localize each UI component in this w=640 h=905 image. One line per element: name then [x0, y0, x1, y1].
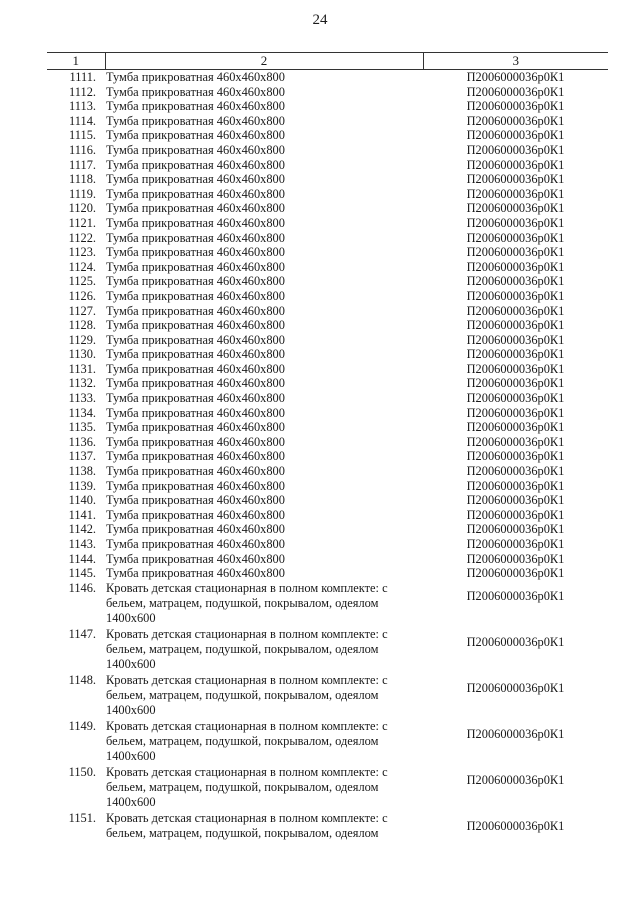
- item-name: Тумба прикроватная 460х460х800: [106, 361, 285, 376]
- table-row: [47, 508, 608, 523]
- item-name: Тумба прикроватная 460х460х800: [106, 434, 285, 449]
- table-row: [47, 289, 608, 304]
- item-name: Тумба прикроватная 460х460х800: [106, 70, 285, 84]
- item-code: П2006000036р0К1: [466, 493, 565, 508]
- item-code: П2006000036р0К1: [466, 507, 565, 522]
- item-name: Тумба прикроватная 460х460х800: [106, 332, 285, 347]
- item-name: Тумба прикроватная 460х460х800: [106, 493, 285, 508]
- item-name: Кровать детская стационарная в полном комплекте: с бельем, матрацем, подушкой, покрывалом, одеялом 1400х600: [106, 672, 388, 717]
- table-row: [47, 420, 608, 435]
- item-name: Тумба прикроватная 460х460х800: [106, 507, 285, 522]
- table-row: [47, 128, 608, 143]
- table-row: [47, 187, 608, 202]
- item-name: Тумба прикроватная 460х460х800: [106, 215, 285, 230]
- item-code: П2006000036р0К1: [466, 128, 565, 143]
- item-name: Тумба прикроватная 460х460х800: [106, 172, 285, 187]
- item-name: Тумба прикроватная 460х460х800: [106, 318, 285, 333]
- table-row: [47, 245, 608, 260]
- row-number: 1117.: [69, 157, 96, 172]
- column-header-name: 2: [105, 53, 423, 70]
- table-row: [47, 85, 608, 100]
- row-number: 1145.: [68, 566, 96, 581]
- item-name: Тумба прикроватная 460х460х800: [106, 405, 285, 420]
- item-name: Тумба прикроватная 460х460х800: [106, 230, 285, 245]
- row-number: 1132.: [68, 376, 96, 391]
- row-number: 1115.: [69, 128, 96, 143]
- item-name: Тумба прикроватная 460х460х800: [106, 303, 285, 318]
- row-number: 1135.: [68, 420, 96, 435]
- row-number: 1125.: [68, 274, 96, 289]
- row-number: 1130.: [68, 347, 96, 362]
- row-number: 1143.: [68, 537, 96, 551]
- item-name: Тумба прикроватная 460х460х800: [106, 99, 285, 114]
- table-row: [47, 216, 608, 231]
- table-row: [47, 627, 608, 673]
- table-row: [47, 347, 608, 362]
- table-row: [47, 811, 608, 842]
- item-code: П2006000036р0К1: [466, 449, 565, 464]
- row-number: 1142.: [68, 522, 96, 537]
- item-code: П2006000036р0К1: [466, 478, 565, 493]
- item-code: П2006000036р0К1: [466, 680, 565, 695]
- row-number: 1140.: [68, 493, 96, 508]
- row-number: 1122.: [68, 230, 96, 245]
- item-name: Тумба прикроватная 460х460х800: [106, 142, 285, 157]
- item-name: Кровать детская стационарная в полном комплекте: с бельем, матрацем, подушкой, покрывалом, одеялом 1400х600: [106, 626, 388, 671]
- item-name: Тумба прикроватная 460х460х800: [106, 566, 285, 581]
- row-number: 1129.: [68, 332, 96, 347]
- item-code: П2006000036р0К1: [466, 434, 565, 449]
- table-row: [47, 765, 608, 811]
- table-row: [47, 201, 608, 216]
- row-number: 1113.: [69, 99, 96, 114]
- item-code: П2006000036р0К1: [466, 818, 565, 833]
- item-code: П2006000036р0К1: [466, 215, 565, 230]
- item-code: П2006000036р0К1: [466, 420, 565, 435]
- table-row: [47, 172, 608, 187]
- row-number: 1120.: [68, 201, 96, 216]
- item-name: Тумба прикроватная 460х460х800: [106, 420, 285, 435]
- item-code: П2006000036р0К1: [466, 361, 565, 376]
- row-number: 1123.: [68, 245, 96, 260]
- table-row: [47, 231, 608, 246]
- table-row: [47, 333, 608, 348]
- item-name: Тумба прикроватная 460х460х800: [106, 245, 285, 260]
- row-number: 1146.: [68, 580, 96, 595]
- item-name: Тумба прикроватная 460х460х800: [106, 376, 285, 391]
- row-number: 1139.: [68, 478, 96, 493]
- item-code: П2006000036р0К1: [466, 70, 565, 84]
- item-code: П2006000036р0К1: [466, 376, 565, 391]
- table-row: [47, 449, 608, 464]
- item-code: П2006000036р0К1: [466, 726, 565, 741]
- row-number: 1144.: [68, 551, 96, 566]
- item-code: П2006000036р0К1: [466, 245, 565, 260]
- table-row: [47, 479, 608, 494]
- table-row: [47, 719, 608, 765]
- row-number: 1116.: [69, 142, 96, 157]
- table-row: [47, 522, 608, 537]
- table-row: [47, 376, 608, 391]
- row-number: 1121.: [68, 215, 96, 230]
- item-name: Тумба прикроватная 460х460х800: [106, 201, 285, 216]
- row-number: 1150.: [68, 764, 96, 779]
- item-code: П2006000036р0К1: [466, 464, 565, 479]
- table-row: [47, 318, 608, 333]
- table-row: [47, 673, 608, 719]
- table-body: [47, 70, 608, 842]
- item-name: Кровать детская стационарная в полном комплекте: с бельем, матрацем, подушкой, покрывалом, одеялом 1400х600: [106, 764, 388, 809]
- item-code: П2006000036р0К1: [466, 588, 565, 603]
- table-row: [47, 158, 608, 173]
- table-row: [47, 406, 608, 421]
- item-code: П2006000036р0К1: [466, 259, 565, 274]
- item-code: П2006000036р0К1: [466, 230, 565, 245]
- item-name: Тумба прикроватная 460х460х800: [106, 288, 285, 303]
- table-row: [47, 493, 608, 508]
- column-header-code: 3: [423, 53, 608, 70]
- table-header-row: [47, 53, 608, 70]
- item-name: Тумба прикроватная 460х460х800: [106, 478, 285, 493]
- item-name: Кровать детская стационарная в полном комплекте: с бельем, матрацем, подушкой, покрывалом, одеялом: [106, 810, 388, 840]
- item-code: П2006000036р0К1: [466, 142, 565, 157]
- item-name: Тумба прикроватная 460х460х800: [106, 274, 285, 289]
- item-name: Кровать детская стационарная в полном комплекте: с бельем, матрацем, подушкой, покрывалом, одеялом 1400х600: [106, 580, 388, 625]
- item-code: П2006000036р0К1: [466, 332, 565, 347]
- row-number: 1149.: [68, 718, 96, 733]
- row-number: 1133.: [68, 391, 96, 406]
- table-row: [47, 581, 608, 627]
- item-name: Тумба прикроватная 460х460х800: [106, 537, 285, 551]
- item-code: П2006000036р0К1: [466, 99, 565, 114]
- item-name: Тумба прикроватная 460х460х800: [106, 391, 285, 406]
- inventory-table: [47, 52, 608, 842]
- row-number: 1138.: [68, 464, 96, 479]
- row-number: 1112.: [69, 84, 96, 99]
- table-row: [47, 274, 608, 289]
- table-row: [47, 143, 608, 158]
- row-number: 1127.: [68, 303, 96, 318]
- table-row: [47, 304, 608, 319]
- row-number: 1134.: [68, 405, 96, 420]
- item-name: Тумба прикроватная 460х460х800: [106, 522, 285, 537]
- item-name: Тумба прикроватная 460х460х800: [106, 113, 285, 128]
- row-number: 1147.: [68, 626, 96, 641]
- row-number: 1131.: [68, 361, 96, 376]
- item-code: П2006000036р0К1: [466, 201, 565, 216]
- item-code: П2006000036р0К1: [466, 157, 565, 172]
- table-row: [47, 260, 608, 275]
- item-code: П2006000036р0К1: [466, 551, 565, 566]
- item-name: Тумба прикроватная 460х460х800: [106, 157, 285, 172]
- row-number: 1137.: [68, 449, 96, 464]
- item-code: П2006000036р0К1: [466, 566, 565, 581]
- row-number: 1119.: [69, 186, 96, 201]
- item-name: Тумба прикроватная 460х460х800: [106, 449, 285, 464]
- item-name: Тумба прикроватная 460х460х800: [106, 128, 285, 143]
- item-code: П2006000036р0К1: [466, 405, 565, 420]
- row-number: 1124.: [68, 259, 96, 274]
- row-number: 1114.: [69, 113, 96, 128]
- item-code: П2006000036р0К1: [466, 347, 565, 362]
- item-name: Тумба прикроватная 460х460х800: [106, 551, 285, 566]
- item-name: Тумба прикроватная 460х460х800: [106, 259, 285, 274]
- item-code: П2006000036р0К1: [466, 634, 565, 649]
- item-code: П2006000036р0К1: [466, 113, 565, 128]
- row-number: 1111.: [69, 70, 96, 84]
- item-name: Кровать детская стационарная в полном комплекте: с бельем, матрацем, подушкой, покрывалом, одеялом 1400х600: [106, 718, 388, 763]
- table-row: [47, 537, 608, 552]
- table-row: [47, 391, 608, 406]
- row-number: 1128.: [68, 318, 96, 333]
- table-row: [47, 114, 608, 129]
- table-row: [47, 464, 608, 479]
- item-name: Тумба прикроватная 460х460х800: [106, 84, 285, 99]
- table-row: [47, 566, 608, 581]
- item-name: Тумба прикроватная 460х460х800: [106, 347, 285, 362]
- item-code: П2006000036р0К1: [466, 186, 565, 201]
- table-row: [47, 99, 608, 114]
- item-code: П2006000036р0К1: [466, 288, 565, 303]
- row-number: 1141.: [68, 507, 96, 522]
- item-code: П2006000036р0К1: [466, 84, 565, 99]
- item-code: П2006000036р0К1: [466, 772, 565, 787]
- item-code: П2006000036р0К1: [466, 537, 565, 551]
- item-code: П2006000036р0К1: [466, 303, 565, 318]
- row-number: 1136.: [68, 434, 96, 449]
- item-code: П2006000036р0К1: [466, 391, 565, 406]
- row-number: 1126.: [68, 288, 96, 303]
- row-number: 1151.: [68, 810, 96, 825]
- table-row: [47, 435, 608, 450]
- column-header-number: 1: [47, 53, 105, 70]
- item-name: Тумба прикроватная 460х460х800: [106, 464, 285, 479]
- table-row: [47, 552, 608, 567]
- item-code: П2006000036р0К1: [466, 274, 565, 289]
- row-number: 1118.: [69, 172, 96, 187]
- item-code: П2006000036р0К1: [466, 522, 565, 537]
- row-number: 1148.: [68, 672, 96, 687]
- table-row: [47, 362, 608, 377]
- table-row: [47, 70, 608, 85]
- page-number: 24: [312, 12, 328, 28]
- item-code: П2006000036р0К1: [466, 172, 565, 187]
- item-name: Тумба прикроватная 460х460х800: [106, 186, 285, 201]
- item-code: П2006000036р0К1: [466, 318, 565, 333]
